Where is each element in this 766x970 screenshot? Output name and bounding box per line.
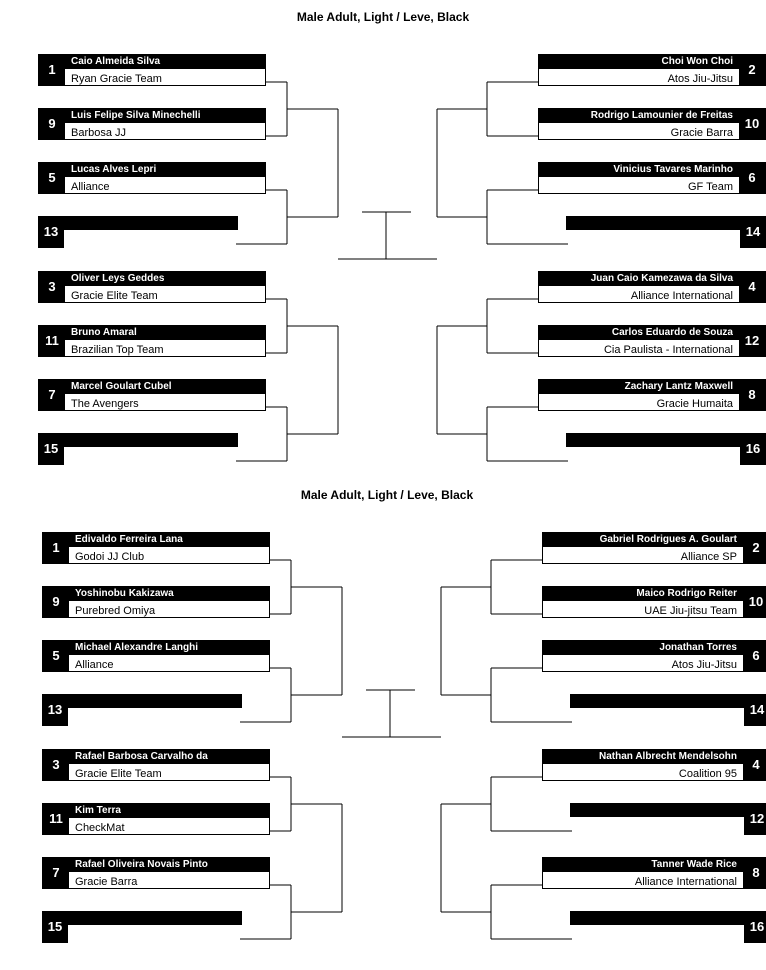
competitor-name: Carlos Eduardo de Souza [539, 326, 765, 340]
competitor-name: Gabriel Rodrigues A. Goulart [543, 533, 766, 547]
empty-name-bar [570, 694, 766, 708]
competitor-name: Tanner Wade Rice [543, 858, 766, 872]
competitor-name: Edivaldo Ferreira Lana [43, 533, 269, 547]
bracket-slot[interactable] [38, 379, 266, 411]
seed-number: 7 [39, 380, 65, 410]
seed-number: 2 [743, 533, 766, 563]
competitor-name: Vinicius Tavares Marinho [539, 163, 765, 177]
competitor-name: Marcel Goulart Cubel [39, 380, 265, 394]
competitor-team: Gracie Barra [670, 127, 733, 139]
bracket-slot[interactable] [542, 532, 766, 564]
seed-number: 12 [739, 326, 765, 356]
bracket-slot[interactable] [38, 108, 266, 140]
seed-number: 4 [743, 750, 766, 780]
competitor-team: GF Team [687, 181, 733, 193]
bracket-slot[interactable] [538, 379, 766, 411]
competitor-name: Rafael Barbosa Carvalho da [43, 750, 269, 764]
bracket-slot-empty [38, 216, 238, 248]
seed-number: 2 [739, 55, 765, 85]
bracket-slot[interactable] [542, 857, 766, 889]
bracket-title: Male Adult, Light / Leve, Black [296, 10, 470, 24]
competitor-team: Gracie Elite Team [75, 768, 162, 780]
seed-number: 6 [743, 641, 766, 671]
competitor-team: Barbosa JJ [71, 127, 127, 139]
bracket-slot[interactable] [538, 162, 766, 194]
seed-number: 15 [42, 911, 68, 943]
competitor-name: Kim Terra [43, 804, 269, 818]
competitor-team: Cia Paulista - International [603, 344, 733, 356]
bracket-slot[interactable] [542, 749, 766, 781]
bracket [0, 0, 766, 470]
empty-name-bar [38, 433, 238, 447]
competitor-team: CheckMat [75, 822, 125, 834]
competitor-name: Jonathan Torres [543, 641, 766, 655]
competitor-team: Ryan Gracie Team [71, 73, 162, 85]
seed-number: 9 [43, 587, 69, 617]
competitor-name: Choi Won Choi [539, 55, 765, 69]
competitor-name: Yoshinobu Kakizawa [43, 587, 269, 601]
bracket-slot-empty [570, 694, 766, 726]
bracket-slot[interactable] [42, 857, 270, 889]
competitor-team: UAE Jiu-jitsu Team [644, 605, 737, 617]
seed-number: 3 [39, 272, 65, 302]
seed-number: 1 [43, 533, 69, 563]
bracket-slot[interactable] [38, 54, 266, 86]
seed-number: 9 [39, 109, 65, 139]
competitor-team: Gracie Barra [75, 876, 138, 888]
competitor-name: Rafael Oliveira Novais Pinto [43, 858, 269, 872]
seed-number: 11 [39, 326, 65, 356]
competitor-team: Atos Jiu-Jitsu [671, 659, 737, 671]
seed-number: 16 [740, 433, 766, 465]
seed-number: 8 [739, 380, 765, 410]
empty-name-bar [566, 433, 766, 447]
bracket-slot[interactable] [538, 54, 766, 86]
bracket-slot-empty [42, 911, 242, 943]
competitor-team: Alliance International [630, 290, 733, 302]
bracket-slot[interactable] [42, 532, 270, 564]
competitor-name: Nathan Albrecht Mendelsohn [543, 750, 766, 764]
bracket-slot[interactable] [42, 640, 270, 672]
bracket-slot-empty [570, 803, 766, 835]
competitor-team: Gracie Humaita [656, 398, 733, 410]
seed-number: 1 [39, 55, 65, 85]
empty-name-bar [38, 216, 238, 230]
competitor-name: Oliver Leys Geddes [39, 272, 265, 286]
competitor-team: Gracie Elite Team [71, 290, 158, 302]
bracket-slot[interactable] [42, 586, 270, 618]
competitor-team: Alliance International [634, 876, 737, 888]
competitor-team: Alliance SP [680, 551, 737, 563]
bracket-slot-empty [566, 216, 766, 248]
seed-number: 8 [743, 858, 766, 888]
seed-number: 13 [42, 694, 68, 726]
competitor-name: Luis Felipe Silva Minechelli [39, 109, 265, 123]
competitor-name: Caio Almeida Silva [39, 55, 265, 69]
seed-number: 3 [43, 750, 69, 780]
seed-number: 5 [39, 163, 65, 193]
seed-number: 12 [744, 803, 766, 835]
competitor-name: Bruno Amaral [39, 326, 265, 340]
competitor-name: Zachary Lantz Maxwell [539, 380, 765, 394]
competitor-name: Lucas Alves Lepri [39, 163, 265, 177]
bracket-slot-empty [42, 694, 242, 726]
seed-number: 7 [43, 858, 69, 888]
empty-name-bar [42, 911, 242, 925]
bracket [4, 478, 766, 948]
seed-number: 14 [740, 216, 766, 248]
bracket-slot-empty [566, 433, 766, 465]
competitor-team: Atos Jiu-Jitsu [667, 73, 733, 85]
bracket-slot[interactable] [542, 640, 766, 672]
competitor-name: Rodrigo Lamounier de Freitas [539, 109, 765, 123]
bracket-slot-empty [38, 433, 238, 465]
seed-number: 10 [743, 587, 766, 617]
bracket-slot[interactable] [42, 803, 270, 835]
seed-number: 5 [43, 641, 69, 671]
seed-number: 13 [38, 216, 64, 248]
competitor-team: Coalition 95 [678, 768, 737, 780]
competitor-name: Michael Alexandre Langhi [43, 641, 269, 655]
competitor-team: Alliance [71, 181, 110, 193]
bracket-slot[interactable] [538, 325, 766, 357]
bracket-slot[interactable] [538, 108, 766, 140]
empty-name-bar [566, 216, 766, 230]
empty-name-bar [42, 694, 242, 708]
bracket-slot[interactable] [538, 271, 766, 303]
bracket-slot[interactable] [542, 586, 766, 618]
bracket-slot[interactable] [38, 162, 266, 194]
seed-number: 14 [744, 694, 766, 726]
seed-number: 10 [739, 109, 765, 139]
empty-name-bar [570, 911, 766, 925]
bracket-slot[interactable] [42, 749, 270, 781]
bracket-title: Male Adult, Light / Leve, Black [300, 488, 474, 502]
seed-number: 16 [744, 911, 766, 943]
bracket-slot[interactable] [38, 271, 266, 303]
competitor-team: Brazilian Top Team [71, 344, 164, 356]
competitor-team: Alliance [75, 659, 114, 671]
seed-number: 11 [43, 804, 69, 834]
seed-number: 6 [739, 163, 765, 193]
seed-number: 4 [739, 272, 765, 302]
competitor-team: Purebred Omiya [75, 605, 156, 617]
empty-name-bar [570, 803, 766, 817]
competitor-team: The Avengers [71, 398, 139, 410]
seed-number: 15 [38, 433, 64, 465]
competitor-name: Maico Rodrigo Reiter [543, 587, 766, 601]
competitor-name: Juan Caio Kamezawa da Silva [539, 272, 765, 286]
bracket-slot[interactable] [38, 325, 266, 357]
bracket-slot-empty [570, 911, 766, 943]
competitor-team: Godoi JJ Club [75, 551, 145, 563]
